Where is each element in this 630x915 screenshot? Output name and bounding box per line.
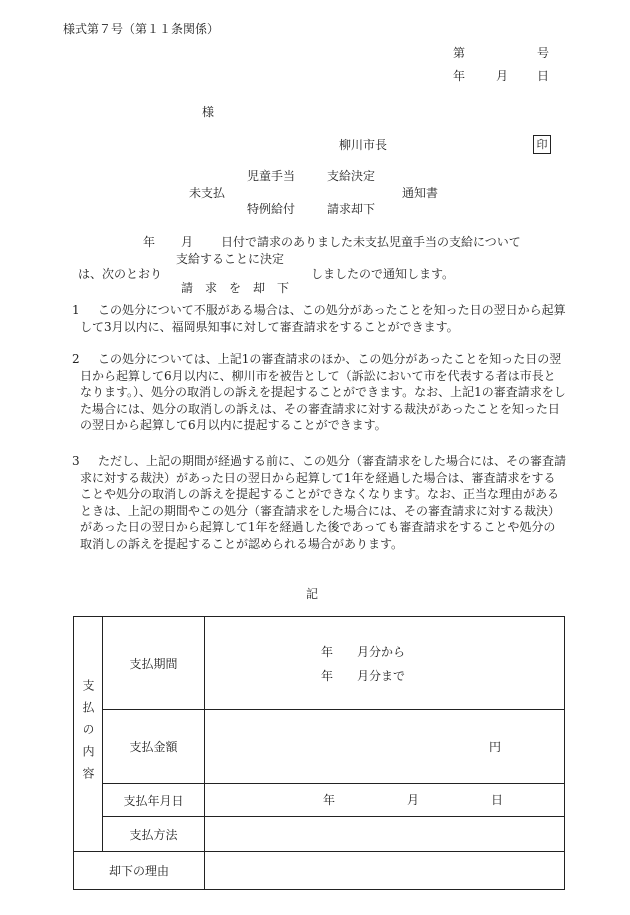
number-prefix: 第 [453,46,466,60]
intro-year: 年 [143,235,156,249]
paragraph-number: 1 [72,303,80,317]
title-option-jidou: 児童手当 [247,169,296,183]
method-value-cell [205,817,565,852]
date-month: 月 [496,69,509,83]
ki-mark: 記 [306,587,319,601]
date-year: 年 [453,69,466,83]
period-from: 年 月分から [321,645,406,659]
intro-month: 月 [181,235,194,249]
form-id: 様式第７号（第１１条関係） [63,22,220,36]
paragraph-text: ただし、上記の期間が経過する前に、この処分（審査請求をした場合には、その審査請求に対する裁決）があった日の翌日から起算して1年を経過した場合は、審査請求をすることや処分の取消しの訴えを提起することができなくなります。なお、正当な理由があるときは、上記の期間やこの処分（審査請求をした場合には、その審査請求に対する裁決）があった日の翌日から起算して1年を経過した後であっても審査請求をすることや処分の取消しの訴えを提起することが認められる場合があります。 [80,454,567,551]
reason-value-cell [205,852,565,890]
paragraph-2 [72,351,566,434]
title-option-tokurei: 特例給付 [247,202,296,216]
intro-lead: は、次のとおり [78,267,163,281]
title-suffix: 通知書 [402,186,439,200]
seal-stamp: 印 [533,135,551,154]
period-value-cell [205,617,565,710]
period-label: 支払期間 [103,617,205,710]
paragraph-number: 2 [72,352,80,366]
amount-value-cell [205,710,565,784]
payment-details-table [73,616,565,890]
intro-choice-upper: 支給することに決定 [176,252,285,266]
paragraph-text: この処分について不服がある場合は、この処分があったことを知った日の翌日から起算して3月以内に、福岡県知事に対して審査請求をすることができます。 [80,303,566,334]
paragraph-3 [72,453,566,552]
issuer: 柳川市長 [339,138,388,152]
group-label-cell [74,617,103,852]
paragraph-1 [72,302,566,335]
intro-tail: しましたので通知します。 [311,267,455,281]
amount-label: 支払金額 [103,710,205,784]
group-label: 支払の内容 [81,679,95,789]
pay-date-day: 日 [491,793,504,807]
title-option-kyakka: 請求却下 [327,202,376,216]
amount-unit: 円 [489,740,502,754]
title-prefix: 未支払 [189,186,226,200]
period-to: 年 月分まで [321,669,406,683]
date-value-cell [205,784,565,817]
number-suffix: 号 [537,46,550,60]
date-day: 日 [537,69,550,83]
date-label: 支払年月日 [103,784,205,817]
paragraph-number: 3 [72,454,80,468]
pay-date-month: 月 [407,793,420,807]
method-label: 支払方法 [103,817,205,852]
reason-label: 却下の理由 [74,852,205,890]
intro-line1: 日付で請求のありました未支払児童手当の支給について [221,235,521,249]
title-option-kettei: 支給決定 [327,169,376,183]
addressee-suffix: 様 [202,105,215,119]
intro-choice-lower: 請 求 を 却 下 [181,281,290,295]
paragraph-text: この処分については、上記1の審査請求のほか、この処分があったことを知った日の翌日から起算して6月以内に、柳川市を被告として（訴訟において市を代表する者は市長となります。）、処分の取消しの訴えを提起することができます。なお、上記1の審査請求をした場合には、処分の取消しの訴えは、その審査請求に対する裁決があったことを知った日の翌日から起算して6月以内に提起することができます。 [80,352,566,432]
pay-date-year: 年 [323,793,336,807]
